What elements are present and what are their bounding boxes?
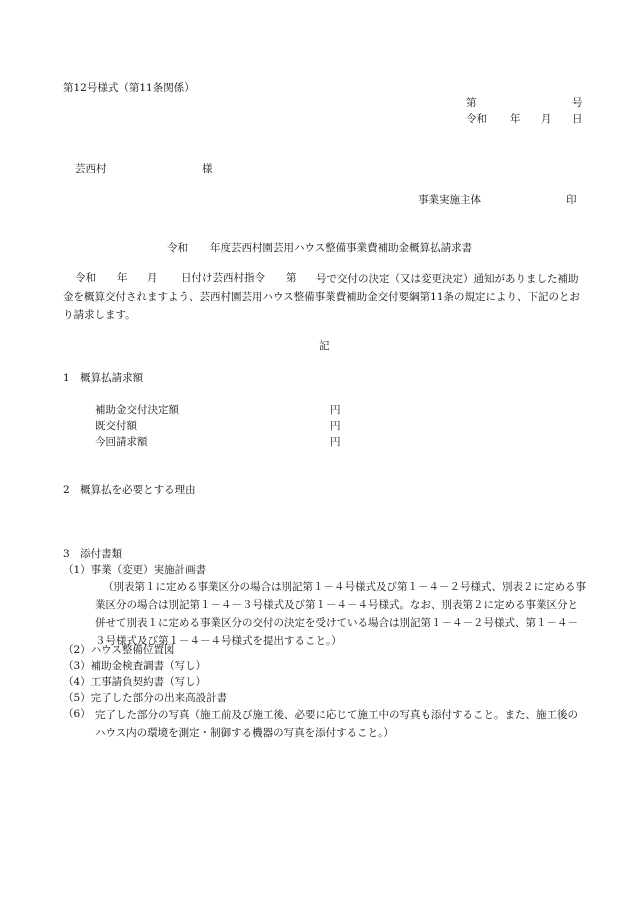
- page-title: 年度芸西村園芸用ハウス整備事業費補助金概算払請求書: [210, 242, 473, 254]
- intro-body: 号で交付の決定（又は変更決定）通知がありました補助金を概算交付されますよう、芸西村園芸用ハウス整備事業費補助金交付要綱第11条の規定により、下記のとおり請求します。: [63, 273, 581, 321]
- title-era: 令和: [167, 242, 188, 254]
- doc-number-prefix: 第: [466, 97, 477, 109]
- attachment-item-2: （2）ハウス整備位置図: [63, 644, 175, 656]
- section2-heading: 2 概算払を必要とする理由: [63, 484, 196, 496]
- doc-number-suffix: 号: [572, 97, 583, 109]
- row-unit-request: 円: [330, 436, 341, 448]
- intro-month: 月: [147, 272, 158, 284]
- addressee-name: 芸西村: [75, 163, 107, 175]
- intro-number-prefix: 第: [286, 272, 297, 284]
- applicant-label: 事業実施主体: [418, 194, 481, 206]
- attachment-item-1-note: （別表第１に定める事業区分の場合は別記第１－４号様式及び第１－４－２号様式、別表２に定める事業区分の場合は別記第１－４－３号様式及び第１－４－４号様式。なお、別表第２に定める事業区分と併せて別表１に定める事業区分の交付の決定を受けている場合は別記第１－４－２号様式、第１－４－３号様式及び第１－４－４号様式を提出すること。）: [95, 581, 586, 647]
- date-year: 年: [510, 113, 521, 125]
- date-month: 月: [541, 113, 552, 125]
- row-label-decided: 補助金交付決定額: [95, 404, 179, 416]
- intro-era: 令和: [75, 272, 96, 284]
- attachment-item-3: （3）補助金検査調書（写し）: [63, 660, 207, 672]
- intro-year: 年: [117, 272, 128, 284]
- section1-heading: 1 概算払請求額: [63, 372, 144, 384]
- date-day: 日: [572, 113, 583, 125]
- attachment-item-6-text: 完了した部分の写真（施工前及び施工後、必要に応じて施工中の写真も添付すること。また、施工後のハウス内の環境を測定・制御する機器の写真を添付すること。）: [95, 709, 578, 739]
- ki-heading: 記: [319, 340, 330, 352]
- attachment-item-6-label: （6）: [63, 708, 91, 720]
- attachment-item-1: （1）事業（変更）実施計画書: [63, 564, 207, 576]
- addressee-honorific: 様: [202, 163, 213, 175]
- row-unit-paid: 円: [330, 420, 341, 432]
- row-label-paid: 既交付額: [95, 420, 137, 432]
- intro-mid: 日付け芸西村指令: [181, 272, 265, 284]
- attachment-item-5: （5）完了した部分の出来高設計書: [63, 692, 228, 704]
- row-unit-decided: 円: [330, 404, 341, 416]
- section3-heading: 3 添付書類: [63, 548, 123, 560]
- attachment-item-4: （4）工事請負契約書（写し）: [63, 676, 207, 688]
- date-era: 令和: [466, 113, 487, 125]
- form-number: 第12号様式（第11条関係）: [63, 82, 195, 94]
- row-label-request: 今回請求額: [95, 436, 148, 448]
- seal-mark: 印: [566, 194, 577, 206]
